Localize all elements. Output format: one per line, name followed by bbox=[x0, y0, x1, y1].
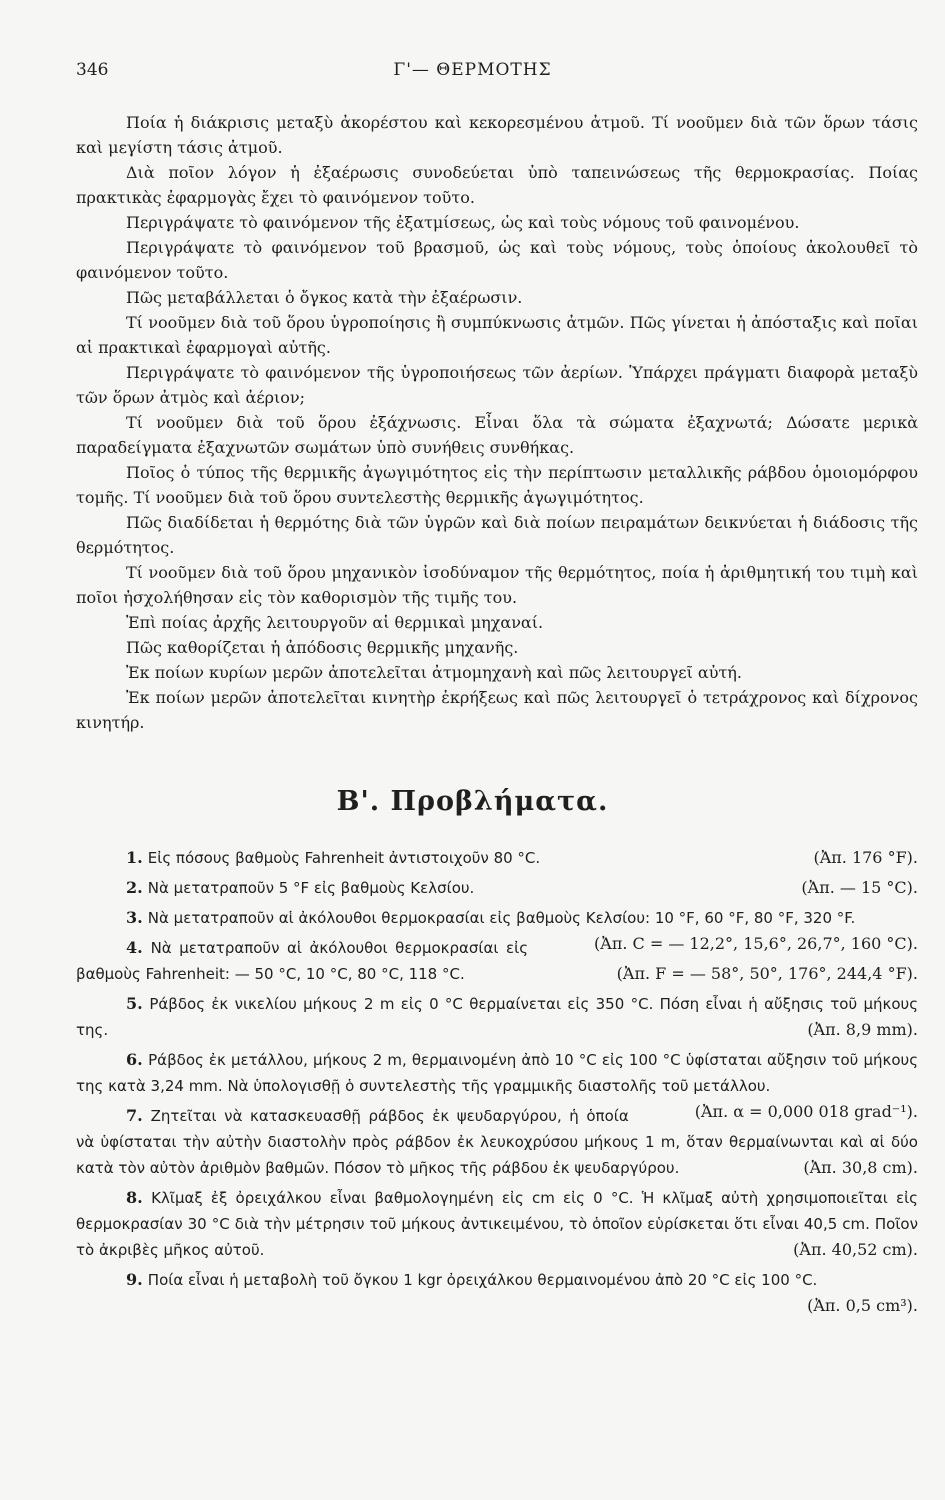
problem-item bbox=[76, 1047, 918, 1121]
question-paragraph: Ποῖος ὁ τύπος τῆς θερμικῆς ἀγωγιμότητος εἰς τὴν περίπτωσιν μεταλλικῆς ράβδου ὁμοιομόρφου τομῆς. Τί νοοῦμεν διὰ τοῦ ὅρου συντελεστὴς θερμικῆς ἀγωγιμότητος. bbox=[76, 463, 918, 507]
problem-number: 2. bbox=[126, 878, 143, 897]
running-title: Γ'— ΘΕΡΜΟΤΗΣ bbox=[393, 60, 552, 80]
problem-answer: (Ἀπ. 0,5 cm³). bbox=[807, 1296, 918, 1315]
problem-number: 4. bbox=[126, 938, 143, 957]
problem-item bbox=[76, 991, 918, 1043]
question-paragraph: Ἐκ ποίων μερῶν ἀποτελεῖται κινητὴρ ἐκρήξεως καὶ πῶς λειτουργεῖ ὁ τετράχρονος καὶ δίχρονος κινητήρ. bbox=[76, 688, 918, 732]
problem-answer: (Ἀπ. 30,8 cm). bbox=[803, 1158, 918, 1177]
problem-number: 7. bbox=[126, 1106, 143, 1125]
question-paragraph: Περιγράψατε τὸ φαινόμενον τῆς ἐξατμίσεως, ὡς καὶ τοὺς νόμους τοῦ φαινομένου. bbox=[126, 213, 800, 232]
problem-number: 5. bbox=[126, 994, 143, 1013]
problem-number: 6. bbox=[126, 1050, 143, 1069]
question-paragraph: Πῶς καθορίζεται ἡ ἀπόδοσις θερμικῆς μηχανῆς. bbox=[126, 638, 519, 657]
problem-answer: (Ἀπ. C = — 12,2°, 15,6°, 26,7°, 160 °C). bbox=[594, 934, 918, 953]
problem-item bbox=[76, 1185, 918, 1263]
problem-number: 8. bbox=[126, 1188, 143, 1207]
problem-text: Εἰς πόσους βαθμοὺς Fahrenheit ἀντιστοιχοῦν 80 °C. bbox=[147, 849, 541, 867]
problem-answer: (Ἀπ. 40,52 cm). bbox=[793, 1240, 918, 1259]
question-paragraph: Διὰ ποῖον λόγον ἡ ἐξαέρωσις συνοδεύεται ὑπὸ ταπεινώσεως τῆς θερμοκρασίας. Ποίας πρακτικὰς ἐφαρμογὰς ἔχει τὸ φαινόμενον τοῦτο. bbox=[76, 163, 918, 207]
question-paragraph: Πῶς μεταβάλλεται ὁ ὄγκος κατὰ τὴν ἐξαέρωσιν. bbox=[126, 288, 523, 307]
problem-text: Ράβδος ἐκ μετάλλου, μήκους 2 m, θερμαινομένη ἀπὸ 10 °C εἰς 100 °C ὑφίσταται αὔξησιν τοῦ μήκους της κατὰ 3,24 mm. Νὰ ὑπολογισθῇ ὁ συντελεστὴς τῆς γραμμικῆς διαστολῆς τοῦ μετάλλου. bbox=[76, 1051, 918, 1095]
problem-answer: (Ἀπ. 176 °F). bbox=[813, 848, 918, 867]
problem-item bbox=[76, 875, 918, 901]
question-paragraph: Τί νοοῦμεν διὰ τοῦ ὅρου ἐξάχνωσις. Εἶναι ὅλα τὰ σώματα ἐξαχνωτά; Δώσατε μερικὰ παραδείγματα ἐξαχνωτῶν σωμάτων ὑπὸ συνήθεις συνθήκας. bbox=[76, 413, 918, 457]
problem-text: Κλῖμαξ ἐξ ὀρειχάλκου εἶναι βαθμολογημένη εἰς cm εἰς 0 °C. Ἡ κλῖμαξ αὐτὴ χρησιμοποιεῖται εἰς θερμοκρασίαν 30 °C διὰ τὴν μέτρησιν τοῦ μήκους ἀντικειμένου, τὸ ὁποῖον εὑρίσκεται ὅτι εἶναι 40,5 cm. Ποῖον τὸ ἀκριβὲς μῆκος αὐτοῦ. bbox=[76, 1189, 918, 1259]
problem-number: 3. bbox=[126, 908, 143, 927]
problem-item bbox=[76, 905, 918, 953]
question-paragraph: Ποία ἡ διάκρισις μεταξὺ ἀκορέστου καὶ κεκορεσμένου ἀτμοῦ. Τί νοοῦμεν διὰ τῶν ὅρων τάσις καὶ μεγίστη τάσις ἀτμοῦ. bbox=[76, 113, 918, 157]
problem-text: Ράβδος ἐκ νικελίου μήκους 2 m εἰς 0 °C θερμαίνεται εἰς 350 °C. Πόση εἶναι ἡ αὔξησις τοῦ μήκους της. bbox=[76, 995, 918, 1039]
problem-text: Ποία εἶναι ἡ μεταβολὴ τοῦ ὄγκου 1 kgr ὀρειχάλκου θερμαινομένου ἀπὸ 20 °C εἰς 100 °C. bbox=[147, 1271, 818, 1289]
page-header bbox=[76, 60, 869, 88]
problem-item bbox=[76, 1267, 918, 1315]
problem-text: Νὰ μετατραποῦν αἱ ἀκόλουθοι θερμοκρασίαι εἰς βαθμοὺς Κελσίου: 10 °F, 60 °F, 80 °F, 320 °F. bbox=[147, 909, 856, 927]
question-paragraph: Τί νοοῦμεν διὰ τοῦ ὅρου ὑγροποίησις ἢ συμπύκνωσις ἀτμῶν. Πῶς γίνεται ἡ ἀπόσταξις καὶ ποῖαι αἱ πρακτικαὶ ἐφαρμογαὶ αὐτῆς. bbox=[76, 313, 918, 357]
problem-answer: (Ἀπ. α = 0,000 018 grad⁻¹). bbox=[694, 1102, 918, 1121]
problem-text: Νὰ μετατραποῦν 5 °F εἰς βαθμοὺς Κελσίου. bbox=[147, 879, 475, 897]
question-paragraph: Τί νοοῦμεν διὰ τοῦ ὅρου μηχανικὸν ἰσοδύναμον τῆς θερμότητος, ποία ἡ ἀριθμητική του τιμὴ καὶ ποῖοι ἠσχολήθησαν εἰς τὸν καθορισμὸν τῆς τιμῆς του. bbox=[76, 563, 918, 607]
question-paragraph: Περιγράψατε τὸ φαινόμενον τῆς ὑγροποιήσεως τῶν ἀερίων. Ὑπάρχει πράγματι διαφορὰ μεταξὺ τῶν ὅρων ἀτμὸς καὶ ἀέριον; bbox=[76, 363, 918, 407]
question-paragraph: Περιγράψατε τὸ φαινόμενον τοῦ βρασμοῦ, ὡς καὶ τοὺς νόμους, τοὺς ὁποίους ἀκολουθεῖ τὸ φαινόμενον τοῦτο. bbox=[76, 238, 918, 282]
problem-item bbox=[76, 845, 918, 871]
page-number: 346 bbox=[76, 60, 109, 80]
problems-list bbox=[76, 845, 918, 1318]
problem-answer: (Ἀπ. 8,9 mm). bbox=[807, 1020, 918, 1039]
question-paragraph: Ἐπὶ ποίας ἀρχῆς λειτουργοῦν αἱ θερμικαὶ μηχαναί. bbox=[126, 613, 544, 632]
problem-answer: (Ἀπ. F = — 58°, 50°, 176°, 244,4 °F). bbox=[616, 964, 918, 983]
problem-text: Ζητεῖται νὰ κατασκευασθῇ ράβδος ἐκ ψευδαργύρου, ἡ ὁποία νὰ ὑφίσταται τὴν αὐτὴν διαστολὴν πρὸς ράβδον ἐκ λευκοχρύσου μήκους 1 m, ὅταν θερμαίνωνται καὶ αἱ δύο κατὰ τὸν αὐτὸν ἀριθμὸν βαθμῶν. Πόσον τὸ μῆκος τῆς ράβδου ἐκ ψευδαργύρου. bbox=[76, 1107, 918, 1177]
problem-text: Νὰ μετατραποῦν αἱ ἀκόλουθοι θερμοκρασίαι εἰς βαθμοὺς Fahrenheit: — 50 °C, 10 °C, 80 °C, 118 °C. bbox=[76, 939, 528, 983]
question-paragraph: Ἐκ ποίων κυρίων μερῶν ἀποτελεῖται ἀτμομηχανὴ καὶ πῶς λειτουργεῖ αὐτή. bbox=[126, 663, 742, 682]
question-paragraph: Πῶς διαδίδεται ἡ θερμότης διὰ τῶν ὑγρῶν καὶ διὰ ποίων πειραμάτων δεικνύεται ἡ διάδοσις τῆς θερμότητος. bbox=[76, 513, 918, 557]
problem-answer: (Ἀπ. — 15 °C). bbox=[801, 878, 918, 897]
section-title: Β'. Προβλήματα. bbox=[336, 786, 609, 817]
problem-number: 1. bbox=[126, 848, 143, 867]
problem-number: 9. bbox=[126, 1270, 143, 1289]
review-questions bbox=[76, 110, 918, 735]
